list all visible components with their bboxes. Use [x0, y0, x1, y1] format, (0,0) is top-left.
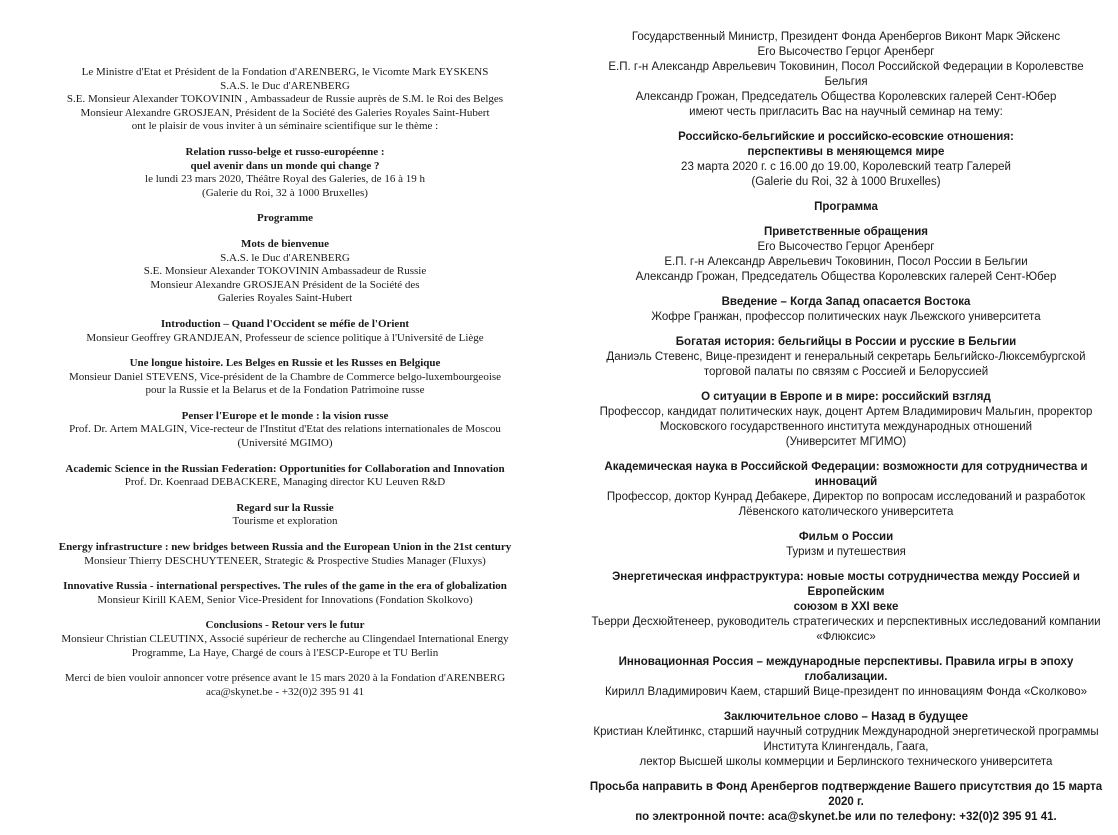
paragraph — [586, 710, 1106, 770]
text-line: Туризм и путешествия — [786, 546, 906, 558]
paragraph — [18, 502, 552, 529]
text-line: Tourisme et exploration — [232, 515, 338, 528]
section-heading-line: Introduction – Quand l'Occident se méfie de l'Orient — [160, 317, 410, 330]
paragraph — [586, 295, 1106, 325]
text-line: Le Ministre d'Etat et Président de la Fondation d'ARENBERG, le Vicomte Mark EYSKENS — [81, 66, 489, 78]
text-line: Monsieur Christian CLEUTINX, Associé supérieur de recherche au Clingendael International Energy — [61, 633, 509, 645]
text-line: Даниэль Стевенс, Вице-президент и генеральный секретарь Бельгийско-Люксембургской — [606, 351, 1086, 363]
section-heading-line: quel avenir dans un monde qui change ? — [190, 159, 380, 172]
text-line: S.A.S. le Duc d'ARENBERG — [220, 251, 350, 264]
section-heading-line: Программа — [814, 201, 878, 213]
text-line: лектор Высшей школы коммерции и Берлинского технического университета — [639, 756, 1053, 768]
section-heading-line: Innovative Russia - international perspectives. The rules of the game in the era of globalization — [63, 580, 507, 593]
text-line: имеют честь пригласить Вас на научный семинар на тему: — [689, 106, 1003, 118]
paragraph — [18, 580, 552, 607]
paragraph — [586, 655, 1106, 700]
document-page-french — [18, 0, 552, 711]
section-heading-line: Введение – Когда Запад опасается Востока — [721, 296, 971, 308]
section-heading-line: Академическая наука в Российской Федерации: возможности для сотрудничества и — [604, 461, 1088, 473]
paragraph — [586, 335, 1106, 380]
section-heading-line: Energy infrastructure : new bridges between Russia and the European Union in the 21st century — [58, 541, 512, 554]
text-line: торговой палаты по связям с Россией и Белоруссией — [703, 366, 989, 378]
paragraph — [18, 238, 552, 306]
text-line: Programme, La Haye, Chargé de cours à l'ESCP-Europe et TU Berlin — [131, 646, 439, 659]
text-line: Monsieur Kirill KAEM, Senior Vice-President for Innovations (Fondation Skolkovo) — [97, 593, 473, 606]
text-line: S.E. Monsieur Alexander TOKOVININ , Ambassadeur de Russie auprès de S.M. le Roi des Belges — [66, 93, 504, 106]
text-line: Galeries Royales Saint-Hubert — [217, 292, 353, 305]
text-line: Государственный Министр, Президент Фонда Аренбергов Виконт Марк Эйскенс — [631, 31, 1061, 43]
text-line: Александр Грожан, Председатель Общества Королевских галерей Сент-Юбер — [635, 91, 1057, 103]
paragraph — [18, 212, 552, 226]
section-heading-line: Regard sur la Russie — [236, 501, 334, 514]
section-heading-line: Relation russo-belge et russo-européenne : — [185, 145, 385, 158]
section-heading-line: Энергетическая инфраструктура: новые мосты сотрудничества между Россией и Европейским — [612, 571, 1080, 598]
text-line: Профессор, доктор Кунрад Дебакере, Директор по вопросам исследований и разработок — [606, 491, 1086, 503]
paragraph — [18, 66, 552, 134]
text-line: Monsieur Alexandre GROSJEAN, Président de la Société des Galeries Royales Saint-Hubert — [80, 106, 490, 119]
section-heading-line: Заключительное слово – Назад в будущее — [723, 711, 969, 723]
text-line: Monsieur Geoffrey GRANDJEAN, Professeur de science politique à l'Université de Liège — [86, 331, 484, 344]
text-line: Профессор, кандидат политических наук, доцент Артем Владимирович Мальгин, проректор — [599, 406, 1093, 418]
section-heading-line: по электронной почте: aca@skynet.be или по телефону: +32(0)2 395 91 41. — [635, 811, 1057, 823]
text-line: Московского государственного института международных отношений — [659, 421, 1033, 433]
section-heading-line: Programme — [257, 212, 313, 225]
text-line: Лёвенского католического университета — [738, 506, 954, 518]
text-line: (Galerie du Roi, 32 à 1000 Bruxelles) — [751, 176, 941, 188]
paragraph — [586, 130, 1106, 190]
paragraph — [18, 410, 552, 451]
paragraph — [586, 200, 1106, 215]
section-heading-line: Conclusions - Retour vers le futur — [205, 619, 365, 632]
document-page-russian — [586, 0, 1106, 835]
text-line: Monsieur Alexandre GROSJEAN Président de la Société des — [150, 278, 420, 291]
text-line: (Galerie du Roi, 32 à 1000 Bruxelles) — [202, 186, 368, 199]
text-line: Е.П. г-н Александр Аврельевич Токовинин, Посол Российской Федерации в Королевстве Бельгия — [608, 61, 1084, 88]
section-heading-line: Фильм о России — [798, 531, 894, 543]
text-line: Его Высочество Герцог Аренберг — [757, 241, 935, 253]
text-line: (Université MGIMO) — [237, 437, 333, 450]
text-line: S.E. Monsieur Alexander TOKOVININ Ambassadeur de Russie — [143, 265, 427, 278]
text-line: Кристиан Клейтинкс, старший научный сотрудник Международной энергетической программы — [593, 726, 1099, 738]
text-line: Жофре Гранжан, профессор политических наук Льежского университета — [651, 311, 1041, 323]
paragraph — [586, 570, 1106, 645]
section-heading-line: Une longue histoire. Les Belges en Russie et les Russes en Belgique — [129, 357, 441, 370]
paragraph — [18, 541, 552, 568]
text-line: pour la Russie et la Belarus et de la Fondation Patrimoine russe — [145, 384, 425, 397]
text-line: Merci de bien vouloir annoncer votre présence avant le 15 mars 2020 à la Fondation d'ARENBERG — [64, 672, 506, 685]
section-heading-line: Просьба направить в Фонд Аренбергов подтверждение Вашего присутствия до 15 марта 2020 г. — [589, 781, 1103, 808]
section-heading-line: Инновационная Россия – международные перспективы. Правила игры в эпоху глобализации. — [618, 656, 1074, 683]
text-line: Prof. Dr. Koenraad DEBACKERE, Managing director KU Leuven R&D — [124, 476, 446, 489]
text-line: Е.П. г-н Александр Аврельевич Токовинин, Посол России в Бельгии — [664, 256, 1028, 268]
text-line: Кирилл Владимирович Каем, старший Вице-президент по инновациям Фонда «Сколково» — [604, 686, 1088, 698]
section-heading-line: Penser l'Europe et le monde : la vision russe — [181, 409, 389, 422]
section-heading-line: Mots de bienvenue — [241, 237, 329, 250]
text-line: Monsieur Daniel STEVENS, Vice-président de la Chambre de Commerce belgo-luxembourgeoise — [68, 370, 502, 383]
text-line: Его Высочество Герцог Аренберг — [757, 46, 935, 58]
text-line: «Флюксис» — [816, 631, 876, 643]
text-line: Александр Грожан, Председатель Общества Королевских галерей Сент-Юбер — [635, 271, 1057, 283]
paragraph — [18, 318, 552, 345]
paragraph — [18, 619, 552, 660]
text-line: 23 марта 2020 г. с 16.00 до 19.00, Королевский театр Галерей — [681, 161, 1011, 173]
text-line: Monsieur Thierry DESCHUYTENEER, Strategic & Prospective Studies Manager (Fluxys) — [84, 554, 486, 567]
section-heading-line: О ситуации в Европе и в мире: российский взгляд — [701, 391, 991, 403]
section-heading-line: перспективы в меняющемся мире — [747, 146, 945, 158]
section-heading-line: инноваций — [814, 476, 878, 488]
paragraph — [18, 672, 552, 699]
paragraph — [18, 463, 552, 490]
section-heading-line: Приветственные обращения — [763, 226, 929, 238]
text-line: (Университет МГИМО) — [785, 436, 907, 448]
text-line: Тьерри Десхюйтенеер, руководитель стратегических и перспективных исследований компании — [591, 616, 1101, 628]
paragraph — [586, 30, 1106, 120]
text-line: ont le plaisir de vous inviter à un séminaire scientifique sur le thème : — [131, 120, 439, 133]
text-line: le lundi 23 mars 2020, Théâtre Royal des Galeries, de 16 à 19 h — [145, 173, 425, 186]
section-heading-line: Богатая история: бельгийцы в России и русские в Бельгии — [675, 336, 1017, 348]
text-line: S.A.S. le Duc d'ARENBERG — [220, 79, 350, 92]
paragraph — [18, 357, 552, 398]
paragraph — [18, 146, 552, 200]
text-line: Института Клингендаль, Гаага, — [763, 741, 929, 753]
paragraph — [586, 460, 1106, 520]
paragraph — [586, 390, 1106, 450]
section-heading-line: Academic Science in the Russian Federation: Opportunities for Collaboration and Innovation — [65, 462, 505, 475]
text-line: Prof. Dr. Artem MALGIN, Vice-recteur de l'Institut d'Etat des relations internationales de Moscou — [69, 423, 501, 436]
paragraph — [586, 530, 1106, 560]
paragraph — [586, 780, 1106, 825]
section-heading-line: Российско-бельгийские и российско-есовские отношения: — [678, 131, 1014, 143]
section-heading-line: союзом в XXI веке — [793, 601, 899, 613]
text-line: aca@skynet.be - +32(0)2 395 91 41 — [205, 685, 365, 698]
paragraph — [586, 225, 1106, 285]
